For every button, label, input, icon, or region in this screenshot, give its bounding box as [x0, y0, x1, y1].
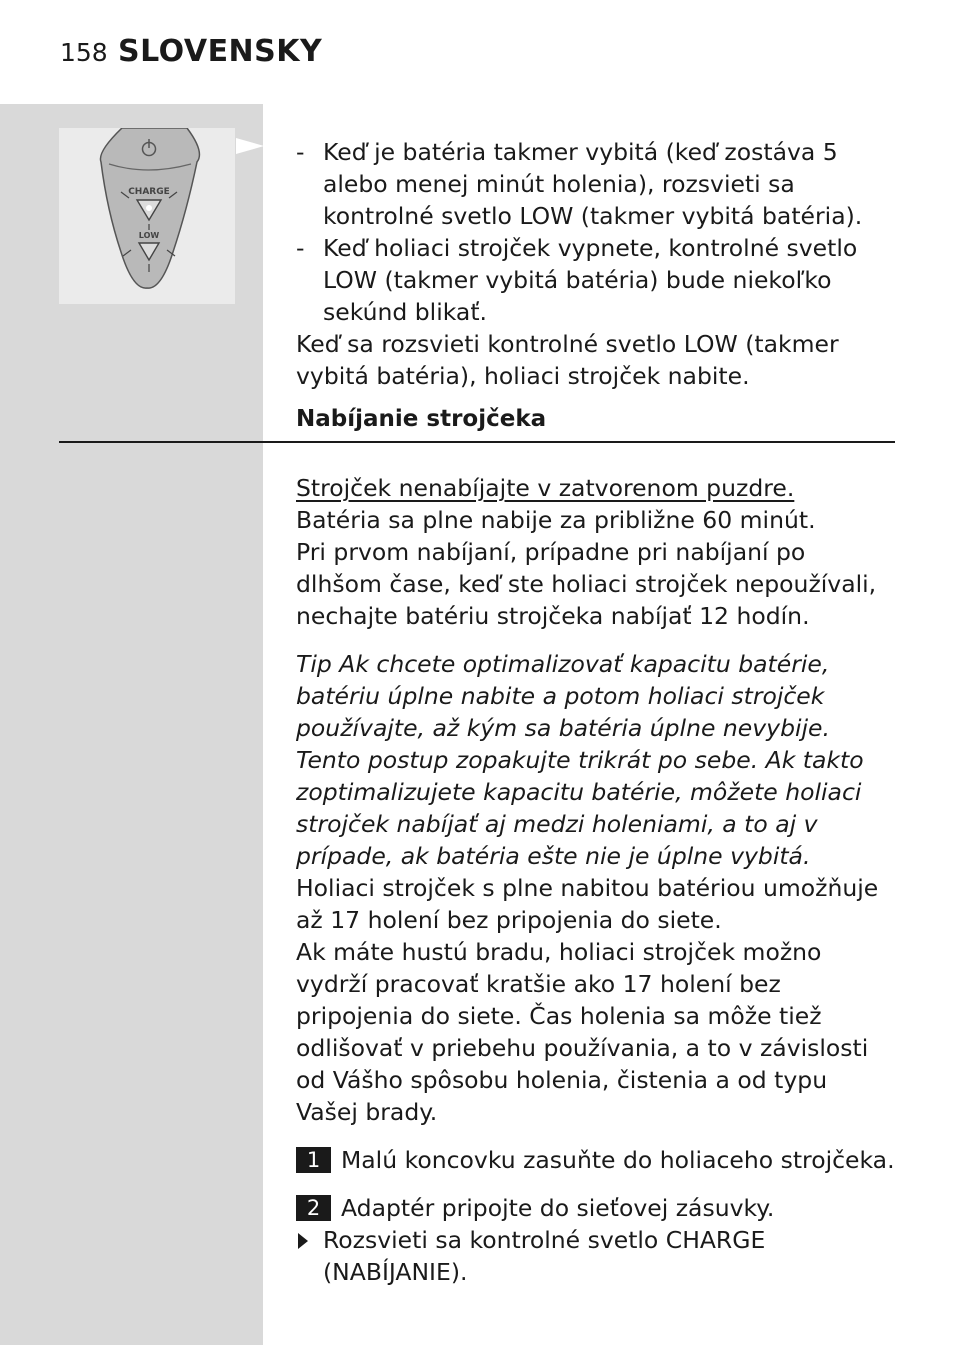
- tip-text: Tip Ak chcete optimalizovať kapacitu batérie, batériu úplne nabite a potom holiaci strojček používajte, až kým sa batéria úplne nevybije. Tento postup zopakujte trikrát po sebe. Ak takto zoptimalizujete kapacitu batérie, môžete holiaci strojček nabíjať aj medzi holeniami, a to aj v prípade, ak batéria ešte nie je úplne vybitá.: [296, 650, 864, 870]
- bullet-mark: -: [296, 138, 305, 166]
- step-text: Malú koncovku zasuňte do holiaceho strojčeka.: [341, 1146, 895, 1174]
- bullet-item: [296, 136, 896, 232]
- low-label: LOW: [138, 231, 160, 240]
- charge-label: CHARGE: [128, 187, 170, 197]
- shaver-panel-drawing: [59, 128, 235, 304]
- charging-block: [296, 472, 896, 1288]
- bullet-text: Keď holiaci strojček vypnete, kontrolné svetlo LOW (takmer vybitá batéria) bude niekoľko sekúnd blikať.: [323, 234, 858, 326]
- result-text: Rozsvieti sa kontrolné svetlo CHARGE (NABÍJANIE).: [323, 1226, 766, 1286]
- bullet-mark: -: [296, 234, 305, 262]
- section-title: SLOVENSKY: [118, 34, 323, 69]
- section-heading: Nabíjanie strojčeka: [296, 406, 547, 432]
- result-item: [296, 1224, 896, 1288]
- bullet-item: [296, 232, 896, 328]
- shaves-count-text: Holiaci strojček s plne nabitou batériou umožňuje až 17 holení bez pripojenia do siete.: [296, 874, 879, 934]
- step-number: 2: [296, 1195, 331, 1221]
- figure-pointer: [236, 138, 264, 154]
- warning-text: Strojček nenabíjajte v zatvorenom puzdre.: [296, 474, 795, 502]
- beard-note-text: Ak máte hustú bradu, holiaci strojček možno vydrží pracovať kratšie ako 17 holení bez pripojenia do siete. Čas holenia sa môže tiež odlišovať v priebehu používania, a to v závislosti od Vášho spôsobu holenia, čistenia a od typu Vašej brady.: [296, 938, 869, 1126]
- charge-time-text: Batéria sa plne nabije za približne 60 minút.: [296, 506, 816, 534]
- step-item: [296, 1192, 896, 1224]
- intro-paragraph: Keď sa rozsvieti kontrolné svetlo LOW (takmer vybitá batéria), holiaci strojček nabite.: [296, 330, 839, 390]
- page-number: 158: [60, 38, 108, 67]
- intro-block: [296, 136, 896, 392]
- shaver-panel-illustration: [59, 128, 235, 304]
- bullet-text: Keď je batéria takmer vybitá (keď zostáva 5 alebo menej minút holenia), rozsvieti sa kontrolné svetlo LOW (takmer vybitá batéria).: [323, 138, 863, 230]
- step-number: 1: [296, 1147, 331, 1173]
- result-arrow-icon: [298, 1233, 308, 1249]
- first-charge-text: Pri prvom nabíjaní, prípadne pri nabíjaní po dlhšom čase, keď ste holiaci strojček nepoužívali, nechajte batériu strojčeka nabíjať 12 hodín.: [296, 538, 877, 630]
- heading-rule: [59, 441, 895, 443]
- step-item: [296, 1144, 896, 1176]
- step-text: Adaptér pripojte do sieťovej zásuvky.: [341, 1194, 775, 1222]
